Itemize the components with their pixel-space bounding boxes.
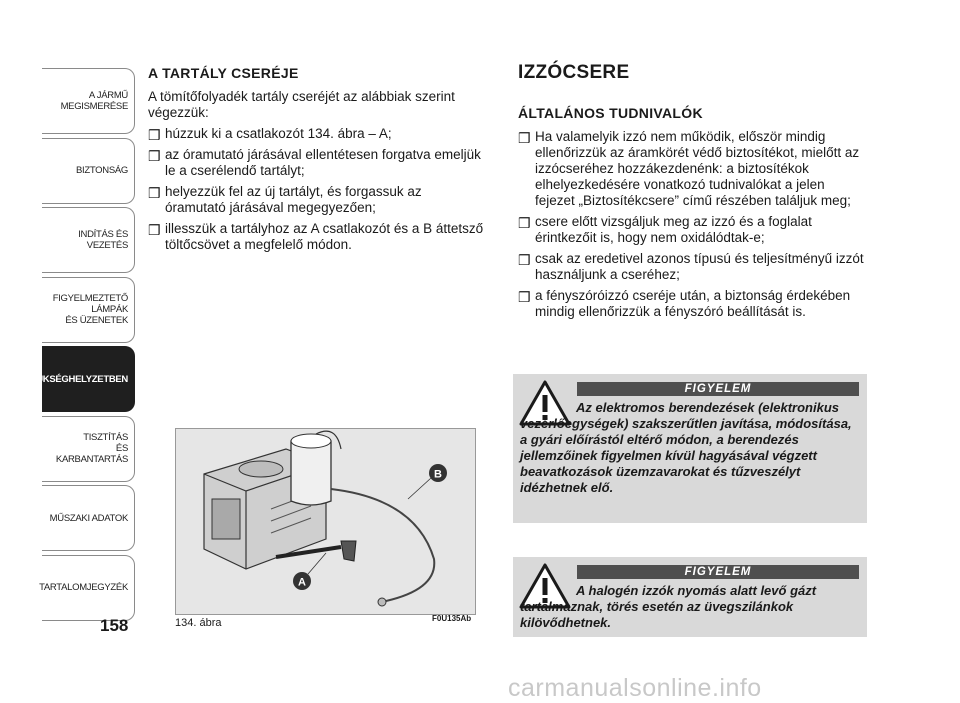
list-item: ❒ csere előtt vizsgáljuk meg az izzó és a foglalat érintkezőit is, hogy nem oxidálódtak-e; [518, 214, 812, 245]
section-subheading: ÁLTALÁNOS TUDNIVALÓK [518, 105, 703, 121]
warning-box [513, 374, 867, 523]
list-item: ❒ Ha valamelyik izzó nem működik, először mindig ellenőrizzük az áramkörét védő biztosítékot, mielőtt az izzócseréhez hozzákezdenénk: a biztosítékok elhelyezkedésére vonatkozó tudnivalókat a jelen fejezet „Biztosítékcsere” című részében találjuk meg; [518, 129, 860, 208]
tab-technical-data[interactable]: MŰSZAKI ADATOK [42, 485, 135, 551]
tab-index[interactable]: TARTALOMJEGYZÉK [42, 555, 135, 621]
page-title: IZZÓCSERE [518, 62, 630, 83]
tab-starting-driving[interactable]: INDÍTÁS ÉS VEZETÉS [42, 207, 135, 273]
tab-warning-lights[interactable]: FIGYELMEZTETŐ LÁMPÁK ÉS ÜZENETEK [42, 277, 135, 343]
checkbox-bullet-icon: ❒ [518, 130, 531, 146]
info-list [518, 129, 868, 320]
warning-box [513, 557, 867, 637]
left-column [148, 65, 484, 258]
page-number: 158 [100, 616, 129, 635]
list-item: ❒ illesszük a tartályhoz az A csatlakozót és a B áttetsző töltőcsövet a megfelelő módon. [148, 221, 484, 252]
warning-title: FIGYELEM [577, 565, 859, 579]
checkbox-bullet-icon: ❒ [518, 215, 531, 231]
label-a: A [298, 576, 306, 589]
list-item: ❒ húzzuk ki a csatlakozót 134. ábra – A; [148, 126, 392, 143]
tab-cleaning-maintenance[interactable]: TISZTÍTÁS ÉS KARBANTARTÁS [42, 416, 135, 482]
tab-emergency[interactable]: SZÜKSÉGHELYZETBEN [42, 346, 135, 412]
warning-text: Az elektromos berendezések (elektronikus vezérlőegységek) szakszerűtlen javítása, módosítása, a gyári előírástól eltérő módon, a berendezés jellemzőinek figyelmen kívül hagyásával végzett beavatkozások üzemzavarokat és tűzveszélyt idézhetnek elő. [520, 400, 852, 495]
right-column [518, 62, 868, 325]
figure-compressor [175, 428, 476, 615]
chapter-tabs [24, 68, 135, 624]
list-item: ❒ helyezzük fel az új tartályt, és forgassuk az óramutató járásával megegyezően; [148, 184, 422, 215]
compressor-illustration [176, 429, 475, 614]
checkbox-bullet-icon: ❒ [148, 148, 161, 164]
steps-list [148, 126, 484, 253]
tab-safety[interactable]: BIZTONSÁG [42, 138, 135, 204]
warning-text: A halogén izzók nyomás alatt levő gázt tartalmaznak, törés esetén az üvegszilánkok kilövődhetnek. [520, 583, 817, 630]
checkbox-bullet-icon: ❒ [148, 185, 161, 201]
label-b: B [434, 468, 442, 481]
figure-code: F0U135Ab [432, 614, 472, 623]
intro-text: A tömítőfolyadék tartály cseréjét az alábbiak szerint végezzük: [148, 89, 455, 120]
list-item: ❒ a fényszóróizzó cseréje után, a biztonság érdekében mindig ellenőrizzük a fényszóró beállítását is. [518, 288, 851, 319]
checkbox-bullet-icon: ❒ [148, 127, 161, 143]
checkbox-bullet-icon: ❒ [148, 222, 161, 238]
tab-vehicle-intro[interactable]: A JÁRMŰ MEGISMERÉSE [42, 68, 135, 134]
checkbox-bullet-icon: ❒ [518, 252, 531, 268]
watermark: carmanualsonline.info [508, 674, 762, 702]
figure-caption: 134. ábra [175, 617, 222, 629]
section-heading: A TARTÁLY CSERÉJE [148, 65, 299, 81]
list-item: ❒ csak az eredetivel azonos típusú és teljesítményű izzót használjunk a cseréhez; [518, 251, 864, 282]
list-item: ❒ az óramutató járásával ellentétesen forgatva emeljük le a cserélendő tartályt; [148, 147, 481, 178]
checkbox-bullet-icon: ❒ [518, 289, 531, 305]
warning-title: FIGYELEM [577, 382, 859, 396]
